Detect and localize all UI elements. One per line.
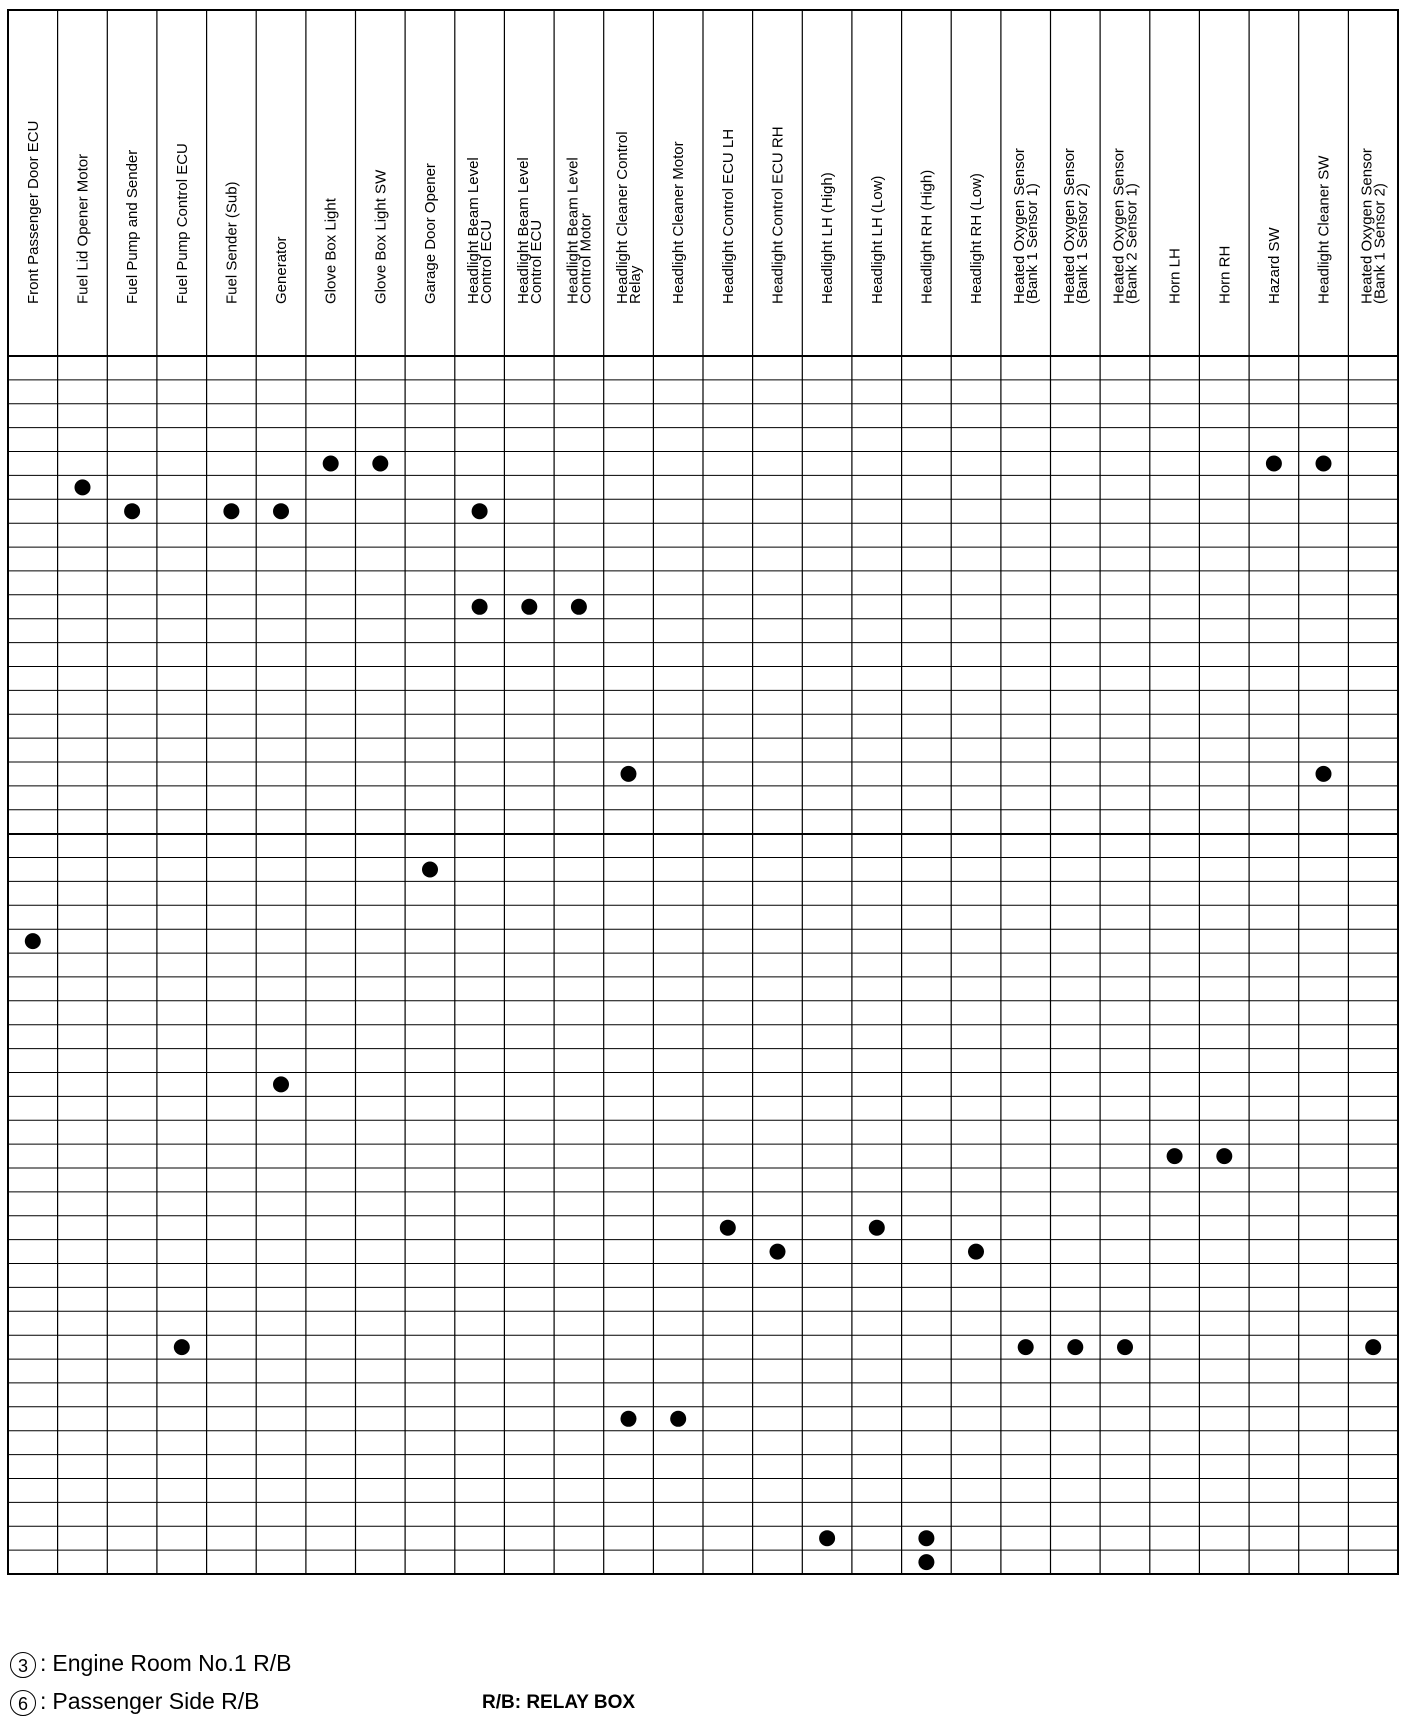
legend-label: Engine Room No.1 R/B <box>52 1650 292 1676</box>
connection-dot <box>174 1339 190 1355</box>
connection-dot <box>968 1244 984 1260</box>
column-header-label: Headlight RH (High) <box>918 169 936 304</box>
column-header-label: (Bank 2 Sensor 1) <box>1123 183 1141 304</box>
column-header-label: Headlight Cleaner SW <box>1315 155 1333 304</box>
connection-dot <box>621 766 637 782</box>
column-header-label: Fuel Lid Opener Motor <box>74 153 92 304</box>
connection-dot <box>323 456 339 472</box>
column-header-label: Control Motor <box>577 213 595 304</box>
column-header-label: Heated Oxygen Sensor <box>1110 148 1128 304</box>
column-header-label: Heated Oxygen Sensor <box>1358 148 1376 304</box>
connection-dot <box>770 1244 786 1260</box>
column-header-label: Front Passenger Door ECU <box>24 120 42 304</box>
column-header-label: Control ECU <box>478 219 496 304</box>
column-header-label: Headlight Cleaner Control <box>614 131 631 304</box>
connection-dot <box>621 1411 637 1427</box>
column-header-label: Headlight Cleaner Motor <box>670 141 688 304</box>
connection-dot <box>1316 766 1332 782</box>
connection-dot <box>472 599 488 615</box>
legend-label: Passenger Side R/B <box>52 1688 260 1714</box>
column-header-label: Garage Door Opener <box>422 163 439 304</box>
connection-dot <box>372 456 388 472</box>
column-header-label: Hazard SW <box>1265 227 1283 304</box>
column-header-label: Headlight Beam Level <box>514 157 532 304</box>
connection-dot <box>1316 456 1332 472</box>
connection-dot <box>869 1220 885 1236</box>
connection-dot <box>1167 1148 1183 1164</box>
connection-dot <box>25 933 41 949</box>
column-header-label: Headlight Control ECU RH <box>769 126 787 304</box>
connection-dot <box>1216 1148 1232 1164</box>
connection-dot <box>223 503 239 519</box>
column-header-label: Glove Box Light SW <box>372 169 390 304</box>
column-header-label: (Bank 1 Sensor 2) <box>1371 183 1389 304</box>
circled-number-mark: 6 <box>10 1690 36 1716</box>
column-header-label: Heated Oxygen Sensor <box>1011 148 1029 304</box>
connection-dot <box>124 503 140 519</box>
connection-dot <box>918 1530 934 1546</box>
connection-dot <box>1365 1339 1381 1355</box>
connection-dot <box>422 862 438 878</box>
relay-box-note: R/B: RELAY BOX <box>482 1692 636 1713</box>
column-header-label: Control ECU <box>527 219 545 304</box>
column-header-label: Horn LH <box>1166 248 1184 304</box>
column-dividers <box>58 10 1349 1574</box>
column-header-label: (Bank 1 Sensor 2) <box>1073 183 1091 304</box>
column-headers <box>25 121 1389 304</box>
connection-dot <box>472 503 488 519</box>
connection-dot <box>670 1411 686 1427</box>
circled-number-mark: 3 <box>10 1652 36 1678</box>
column-header-label: Glove Box Light <box>322 198 340 304</box>
connection-dot <box>273 1076 289 1092</box>
column-header-label: Heated Oxygen Sensor <box>1060 148 1078 304</box>
column-header-label: Headlight LH (Low) <box>868 175 886 304</box>
connection-dot <box>1018 1339 1034 1355</box>
connection-dot <box>819 1530 835 1546</box>
column-header-label: (Bank 1 Sensor 1) <box>1024 183 1042 304</box>
connection-dot <box>918 1554 934 1570</box>
column-header-label: Headlight Control ECU LH <box>719 128 737 304</box>
connection-dot <box>571 599 587 615</box>
connection-dot <box>273 503 289 519</box>
connection-dot <box>1117 1339 1133 1355</box>
column-header-label: Fuel Pump and Sender <box>124 149 142 304</box>
legend-item-engine-room: 3 : Engine Room No.1 R/B <box>10 1650 291 1678</box>
legend-item-passenger-side: 6 : Passenger Side R/B <box>10 1688 260 1716</box>
connection-dot <box>75 479 91 495</box>
column-header-label: Headlight Beam Level <box>564 157 582 304</box>
column-header-label: Fuel Sender (Sub) <box>223 181 241 304</box>
connection-dot <box>521 599 537 615</box>
connection-dot <box>1067 1339 1083 1355</box>
connection-dot <box>720 1220 736 1236</box>
column-header-label: Headlight RH (Low) <box>968 173 985 304</box>
column-header-label: Generator <box>273 236 290 304</box>
column-header-label: Headlight LH (High) <box>819 172 837 304</box>
column-header-label: Horn RH <box>1216 245 1234 304</box>
connection-dot <box>1266 456 1282 472</box>
column-header-label: Fuel Pump Control ECU <box>173 143 191 304</box>
column-header-label: Relay <box>627 265 644 304</box>
column-header-label: Headlight Beam Level <box>465 157 483 304</box>
